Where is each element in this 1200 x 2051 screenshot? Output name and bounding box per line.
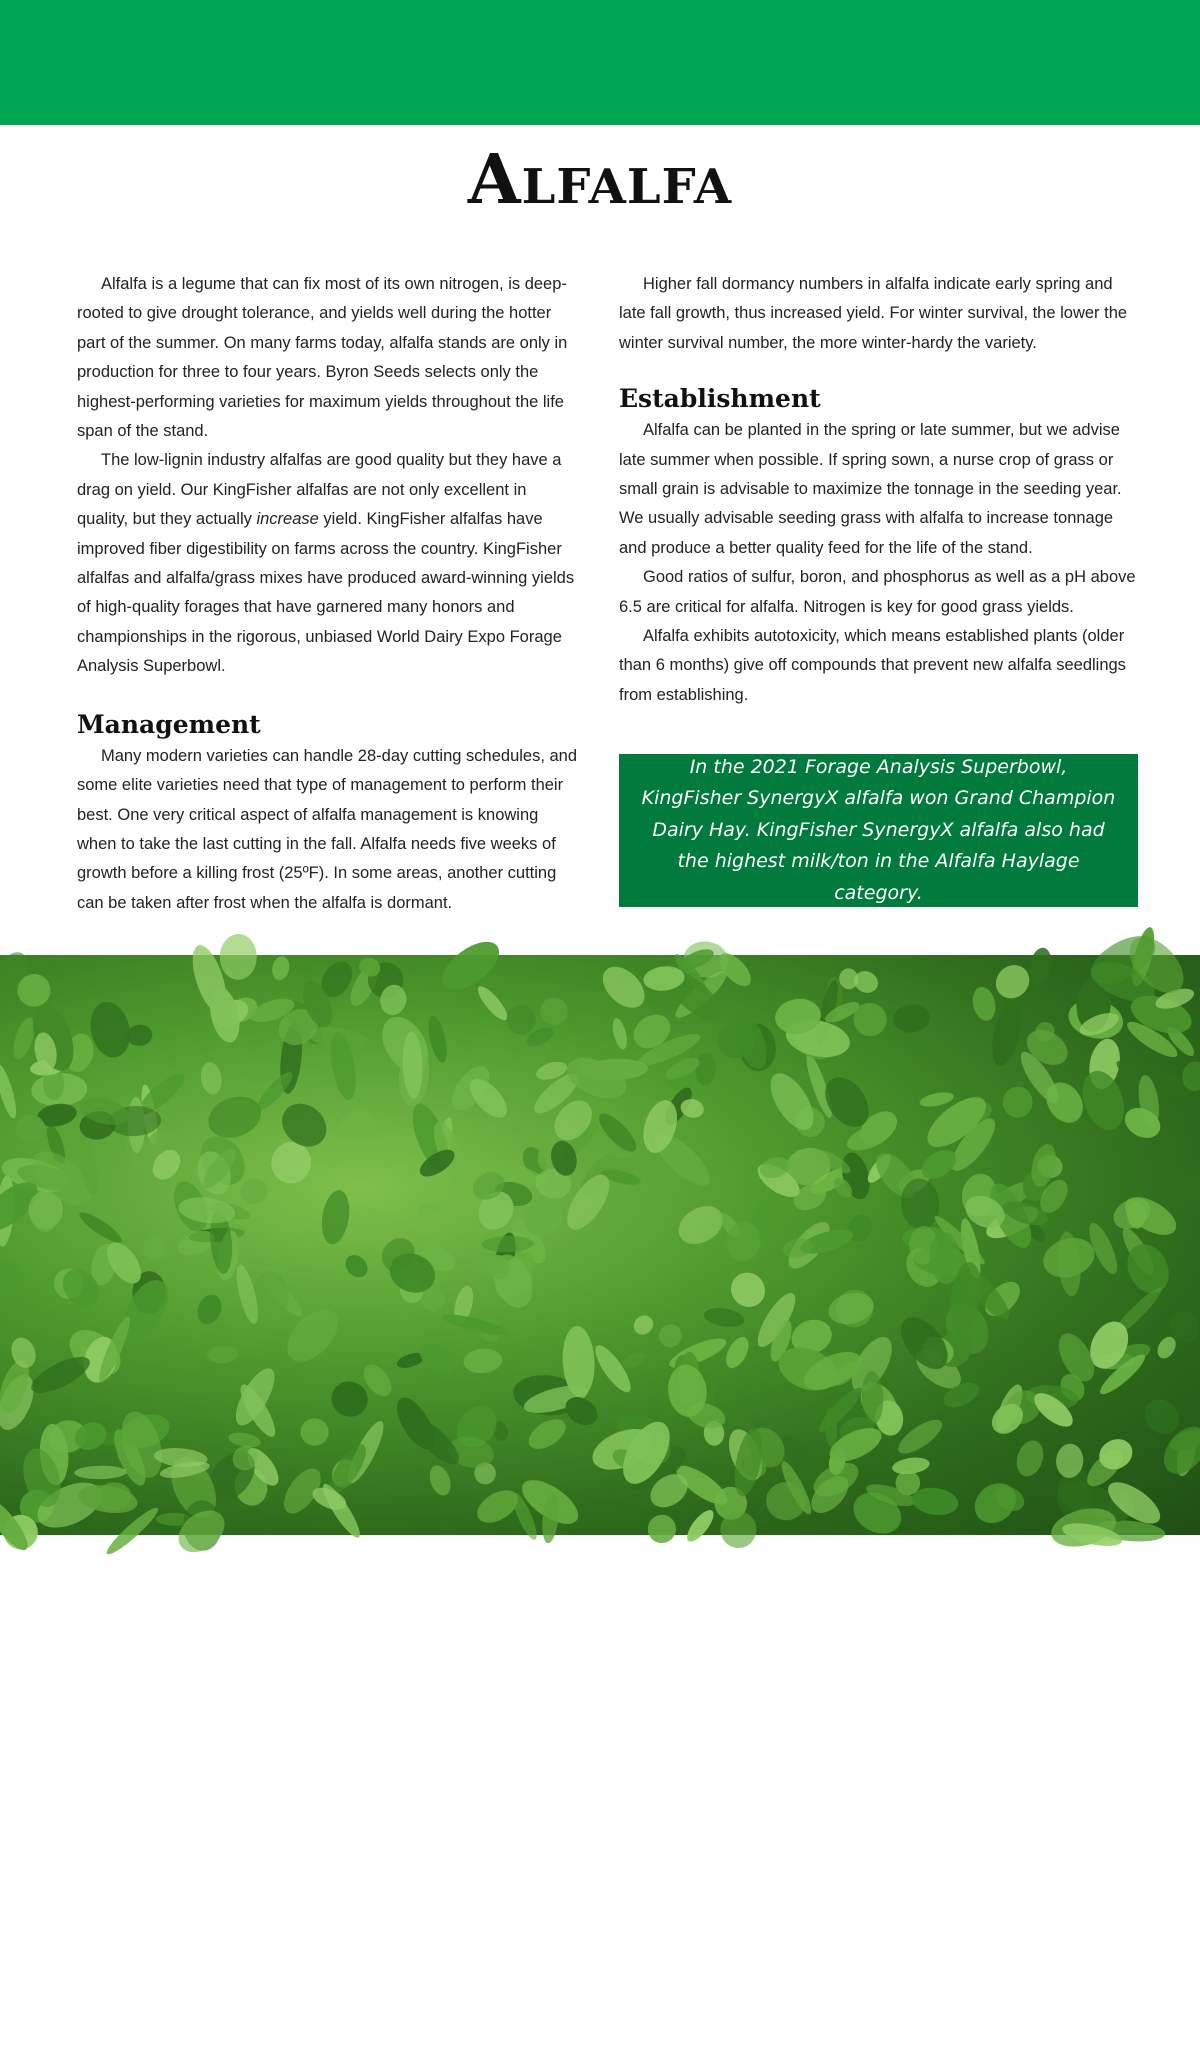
- leaf-shape: [1075, 1065, 1131, 1135]
- leaf-shape: [434, 932, 507, 999]
- establishment-paragraph-2: Good ratios of sulfur, boron, and phosphorus as well as a pH above 6.5 are critical for alfalfa. Nitrogen is key for good grass yields.: [619, 568, 1136, 616]
- leaf-shape: [474, 982, 512, 1024]
- leaf-shape: [721, 1333, 753, 1371]
- leaf-shape: [643, 1510, 681, 1548]
- leaf-shape: [1003, 1087, 1033, 1118]
- leaf-shape: [463, 1347, 504, 1375]
- emphasis-increase: increase: [256, 510, 319, 529]
- leaf-shape: [694, 1052, 717, 1086]
- right-column: [619, 270, 1139, 710]
- leaf-shape: [76, 1208, 125, 1247]
- leaf-shape: [703, 1306, 746, 1330]
- leaf-shape: [594, 1108, 642, 1157]
- leaf-shape: [0, 1063, 20, 1120]
- establishment-heading: Establishment: [619, 384, 821, 414]
- leaf-shape: [142, 1236, 167, 1261]
- leaf-shape: [523, 1413, 570, 1455]
- leaf-shape: [970, 985, 999, 1023]
- leaf-shape: [683, 1506, 718, 1545]
- establishment-paragraph-3: Alfalfa exhibits autotoxicity, which means established plants (older than 6 months) give off compounds that prevent new alfalfa seedlings from establishing.: [619, 627, 1126, 704]
- leaf-shape: [472, 1484, 524, 1530]
- foliage-illustration: [0, 955, 1200, 1535]
- leaf-shape: [672, 1198, 730, 1252]
- leaf-shape: [207, 1345, 239, 1364]
- leaf-shape: [0, 1250, 31, 1303]
- leaf-shape: [193, 1291, 225, 1327]
- leaf-shape: [1166, 1163, 1200, 1211]
- award-callout-text: In the 2021 Forage Analysis Superbowl, KingFisher SynergyX alfalfa won Grand Champion Dairy Hay. KingFisher SynergyX alfalfa also had the highest milk/ton in the Alfalfa Haylage category.: [641, 755, 1116, 904]
- leaf-shape: [278, 1300, 348, 1371]
- leaf-shape: [724, 1266, 772, 1314]
- leaf-shape: [656, 1321, 685, 1350]
- leaf-shape: [1027, 946, 1054, 987]
- leaf-shape: [595, 959, 652, 1016]
- leaf-shape: [621, 1349, 648, 1371]
- leaf-shape: [825, 1289, 877, 1329]
- page-title: Alfalfa: [467, 140, 733, 220]
- establishment-paragraph-1: Alfalfa can be planted in the spring or late summer, but we advise late summer when possible. If spring sown, a nurse crop of grass or small grain is advisable to maximize the tonnage in the seeding year. We usually advisable seeding grass with alfalfa to increase tonnage and produce a better quality feed for the life of the stand.: [619, 421, 1122, 557]
- intro-paragraph-2-start: The low-lignin industry alfalfas are good quality but they have a drag on yield. Our KingFisher alfalfas are not only excellent in quality, but they actually: [77, 451, 562, 529]
- leaf-shape: [318, 1188, 353, 1246]
- leaf-shape: [630, 1311, 657, 1338]
- leaf-shape: [26, 1350, 94, 1400]
- leaf-shape: [74, 1465, 127, 1479]
- leaf-shape: [219, 934, 257, 980]
- leaf-shape: [425, 1014, 450, 1064]
- page-number: 6: [55, 2030, 66, 2050]
- leaf-shape: [416, 1202, 443, 1218]
- leaf-shape: [426, 1463, 455, 1499]
- leaf-shape: [892, 1002, 932, 1034]
- left-column: [77, 270, 582, 918]
- management-heading: Management: [77, 709, 261, 739]
- leaf-shape: [1012, 1437, 1047, 1480]
- management-paragraph: Many modern varieties can handle 28-day cutting schedules, and some elite varieties need that type of management to perform their best. One very critical aspect of alfalfa management is knowing when to take the last cutting in the fall. Alfalfa needs five weeks of growth before a killing frost (25ºF). In some areas, another cutting can be taken after frost when the alfalfa is dormant.: [77, 746, 578, 912]
- award-callout-box: [619, 754, 1138, 907]
- leaf-shape: [238, 1176, 271, 1207]
- intro-paragraph-2-end: yield. KingFisher alfalfas have improved fiber digestibility on farms across the country. KingFisher alfalfas and alfalfa/grass mixes have produced award-winning yields of high-quality forages that have garnered many honors and championships in the rigorous, unbiased World Dairy Expo Forage Analysis Superbowl.: [77, 510, 575, 676]
- intro-paragraph-2: [77, 446, 582, 681]
- leaf-shape: [199, 1061, 224, 1096]
- leaf-shape: [341, 1251, 372, 1282]
- leaf-shape: [270, 955, 291, 982]
- leaf-shape: [561, 1050, 633, 1107]
- leaf-shape: [590, 1341, 637, 1397]
- leaf-shape: [537, 994, 572, 1029]
- leaf-shape: [203, 1089, 267, 1144]
- dormancy-paragraph: Higher fall dormancy numbers in alfalfa indicate early spring and late fall growth, thus increased yield. For winter survival, the lower the winter survival number, the more winter-hardy the variety.: [619, 275, 1128, 352]
- leaf-shape: [967, 1475, 1024, 1532]
- leaf-shape: [126, 1023, 153, 1047]
- alfalfa-field-photo: [0, 955, 1200, 2050]
- intro-paragraph-1: Alfalfa is a legume that can fix most of its own nitrogen, is deep-rooted to give drought tolerance, and yields well during the hotter part of the summer. On many farms today, alfalfa stands are only in production for three to four years. Byron Seeds selects only the highest-performing varieties for maximum yields throughout the life span of the stand.: [77, 275, 568, 441]
- leaf-shape: [918, 1090, 955, 1110]
- leaf-shape: [610, 1017, 630, 1051]
- leaf-shape: [891, 1455, 931, 1476]
- header-band: [0, 0, 1200, 125]
- leaf-shape: [299, 1416, 331, 1447]
- leaf-shape: [989, 958, 1036, 1005]
- leaf-shape: [415, 1338, 461, 1378]
